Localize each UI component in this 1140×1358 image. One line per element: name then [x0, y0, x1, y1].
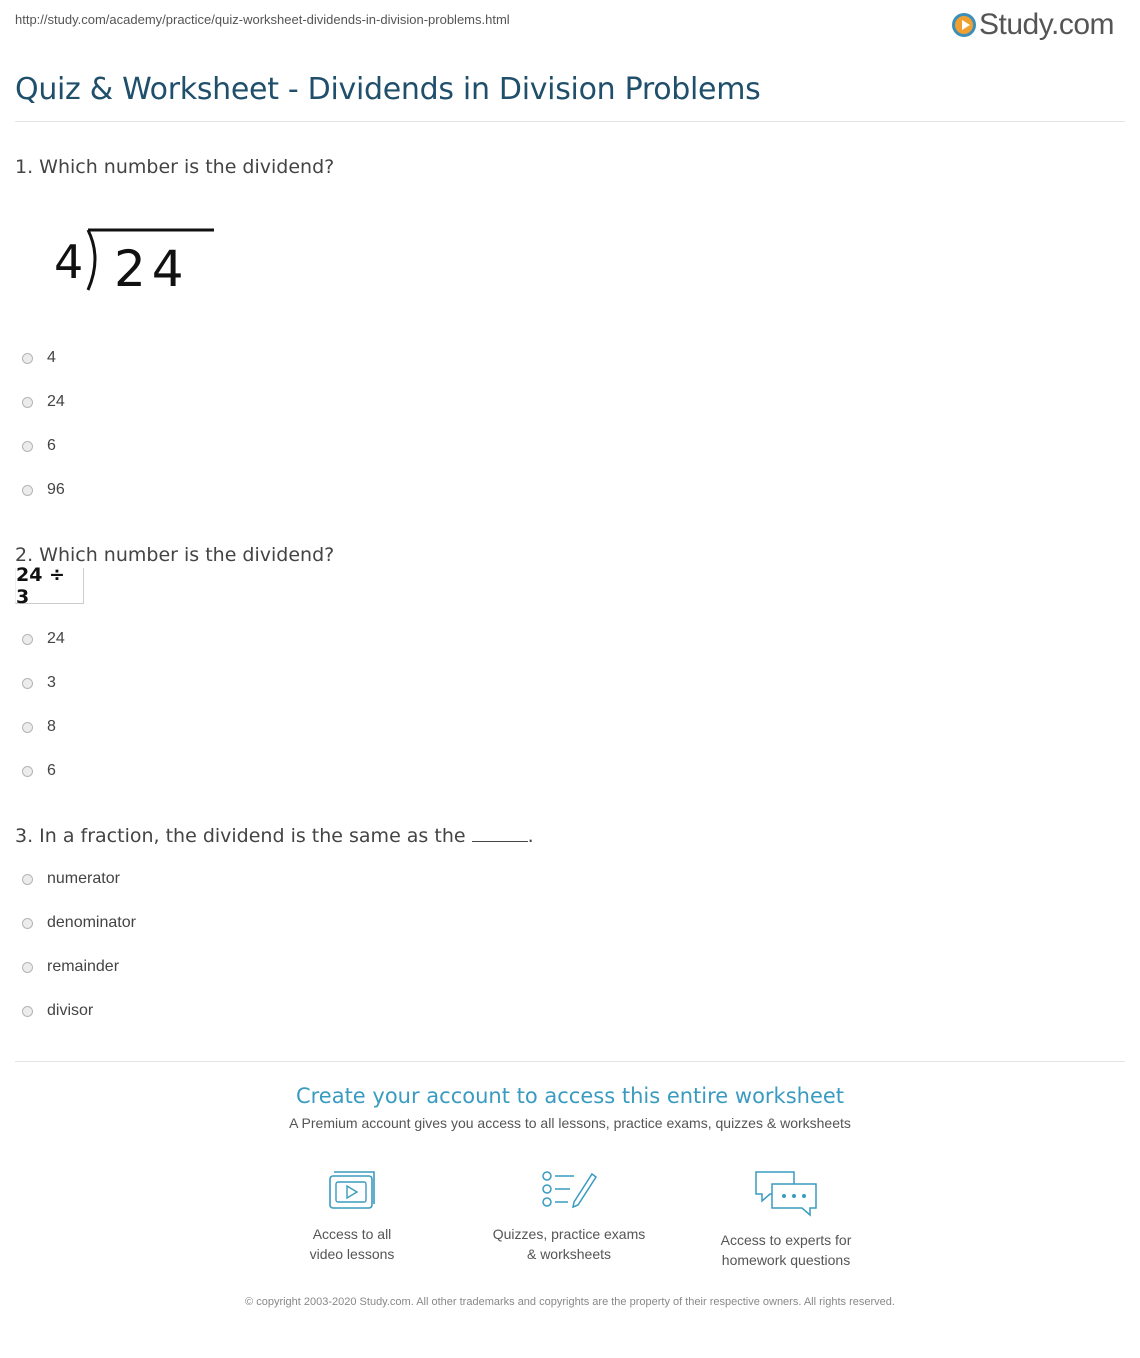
radio-button[interactable] [22, 874, 33, 885]
title-divider [15, 121, 1125, 122]
division-divisor: 4 [54, 235, 84, 289]
radio-button[interactable] [22, 441, 33, 452]
q3-option-1[interactable] [22, 870, 120, 888]
option-label: denominator [47, 914, 136, 931]
radio-button[interactable] [22, 918, 33, 929]
cta-divider [15, 1061, 1125, 1062]
feature-line-2: homework questions [721, 1252, 851, 1268]
question-2-text: 2. Which number is the dividend? [15, 544, 335, 566]
q2-option-4[interactable] [22, 762, 56, 780]
cta-subtitle: A Premium account gives you access to all lessons, practice exams, quizzes & worksheets [289, 1115, 851, 1131]
option-label: 3 [47, 674, 56, 691]
radio-button[interactable] [22, 766, 33, 777]
division-dividend: 24 [114, 240, 190, 297]
radio-button[interactable] [22, 722, 33, 733]
option-label: 6 [47, 437, 56, 454]
video-lessons-icon [326, 1168, 378, 1212]
q3-option-2[interactable] [22, 914, 136, 932]
radio-button[interactable] [22, 1006, 33, 1017]
q2-option-1[interactable] [22, 630, 65, 648]
question-1-text: 1. Which number is the dividend? [15, 156, 335, 178]
option-label: 4 [47, 349, 56, 366]
long-division-image [50, 222, 220, 297]
option-label: numerator [47, 870, 120, 887]
feature-line-1: Quizzes, practice exams [492, 1226, 646, 1242]
chat-experts-icon [754, 1168, 818, 1218]
copyright-footer: © copyright 2003-2020 Study.com. All other trademarks and copyrights are the property of their respective owners. All rights reserved. [245, 1296, 895, 1308]
question-3-text [15, 825, 534, 847]
page-title: Quiz & Worksheet - Dividends in Division Problems [15, 72, 761, 107]
q1-option-2[interactable] [22, 393, 65, 411]
feature-quizzes [469, 1168, 669, 1264]
create-account-link[interactable]: Create your account to access this entire worksheet [295, 1084, 845, 1108]
question-3-text-after: . [527, 825, 534, 847]
feature-line-1: Access to experts for [720, 1232, 852, 1248]
option-label: 96 [47, 481, 65, 498]
logo-text: Study.com [979, 8, 1114, 41]
option-label: divisor [47, 1002, 94, 1019]
option-label: 8 [47, 718, 56, 735]
q1-option-1[interactable] [22, 349, 56, 367]
option-label: 24 [47, 630, 65, 647]
q3-option-3[interactable] [22, 958, 119, 976]
division-expression-image: 24 ÷ 3 [15, 568, 84, 604]
play-circle-icon [952, 13, 976, 37]
option-label: remainder [47, 958, 120, 975]
option-label: 6 [47, 762, 56, 779]
option-label: 24 [47, 393, 65, 410]
page-url: http://study.com/academy/practice/quiz-worksheet-dividends-in-division-problems.html [15, 12, 510, 27]
radio-button[interactable] [22, 353, 33, 364]
feature-experts [686, 1168, 886, 1270]
radio-button[interactable] [22, 962, 33, 973]
question-3-text-before: 3. In a fraction, the dividend is the same as the [15, 825, 466, 847]
fill-in-blank [472, 841, 528, 842]
q2-option-3[interactable] [22, 718, 56, 736]
radio-button[interactable] [22, 634, 33, 645]
feature-line-1: Access to all [312, 1226, 392, 1242]
study-logo[interactable] [952, 8, 1114, 42]
quiz-checklist-icon [540, 1168, 598, 1212]
feature-video-lessons [252, 1168, 452, 1264]
q3-option-4[interactable] [22, 1002, 93, 1020]
feature-line-2: video lessons [309, 1246, 395, 1262]
feature-line-2: & worksheets [526, 1246, 612, 1262]
radio-button[interactable] [22, 397, 33, 408]
radio-button[interactable] [22, 485, 33, 496]
radio-button[interactable] [22, 678, 33, 689]
q2-option-2[interactable] [22, 674, 56, 692]
q1-option-3[interactable] [22, 437, 56, 455]
q1-option-4[interactable] [22, 481, 65, 499]
